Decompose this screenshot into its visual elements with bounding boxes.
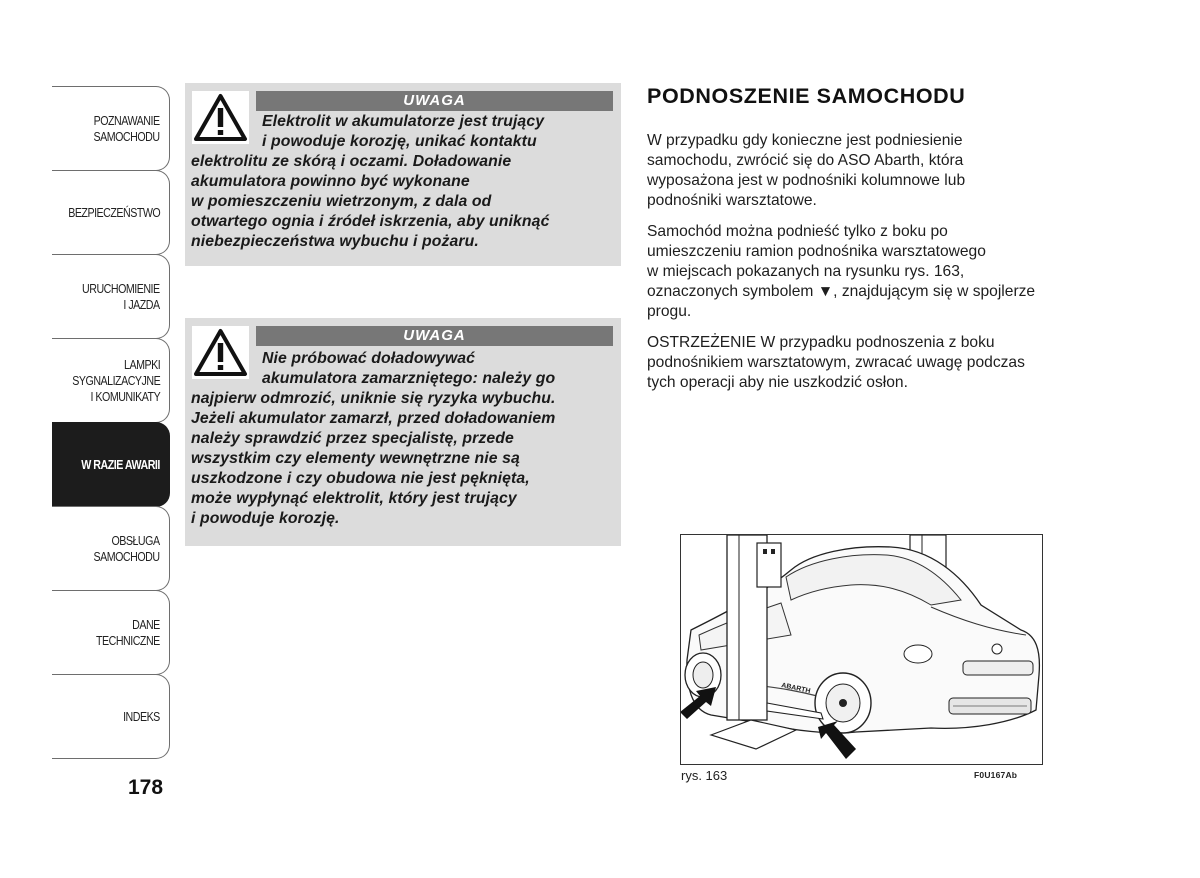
warning-line: może wypłynąć elektrolit, który jest trujący	[191, 490, 517, 507]
page-number: 178	[128, 776, 164, 799]
warning-line: otwartego ognia i źródeł iskrzenia, aby uniknąć	[191, 213, 550, 230]
paragraph-line: tych operacji aby nie uszkodzić osłon.	[647, 374, 908, 391]
tab-lampki-sygnalizacyjne[interactable]	[52, 338, 170, 423]
tab-label: W RAZIE AWARII	[81, 456, 160, 472]
warning-box	[185, 318, 621, 546]
warning-line: niebezpieczeństwa wybuchu i pożaru.	[191, 233, 479, 250]
warning-line: Elektrolit w akumulatorze jest trujący	[262, 113, 545, 130]
warning-line: akumulatora zamarzniętego: należy go	[262, 370, 556, 387]
pointer-arrow-icon	[680, 682, 723, 722]
chapter-tabs	[52, 86, 170, 759]
car-lift-illustration	[680, 534, 1043, 765]
paragraph-line: samochodu, zwrócić się do ASO Abarth, która	[647, 152, 964, 169]
tab-label: INDEKS	[123, 708, 160, 724]
warning-line: i powoduje korozję, unikać kontaktu	[262, 133, 537, 150]
warning-line: należy sprawdzić przez specjalistę, przede	[191, 430, 514, 447]
tab-dane-techniczne[interactable]	[52, 590, 170, 675]
warning-line: uszkodzone i czy obudowa nie jest pęknięta,	[191, 470, 530, 487]
paragraph-line: umieszczeniu ramion podnośnika warsztatowego	[647, 243, 986, 260]
tab-label: DANE TECHNICZNE	[96, 616, 160, 648]
tab-obsluga-samochodu[interactable]	[52, 506, 170, 591]
paragraph-line: Samochód można podnieść tylko z boku po	[647, 223, 948, 240]
warning-line: najpierw odmrozić, uniknie się ryzyka wybuchu.	[191, 390, 556, 407]
paragraph-line: podnośniki warsztatowe.	[647, 192, 817, 209]
warning-line: elektrolitu ze skórą i oczami. Doładowanie	[191, 153, 512, 170]
tab-label: LAMPKI SYGNALIZACYJNE I KOMUNIKATY	[72, 356, 160, 404]
tab-poznawanie-samochodu[interactable]	[52, 86, 170, 171]
body-paragraph	[647, 131, 965, 211]
paragraph-line: oznaczonych symbolem ▼, znajdującym się w spojlerze	[647, 283, 1036, 300]
warning-line: akumulatora powinno być wykonane	[191, 173, 470, 190]
tab-indeks[interactable]	[52, 674, 170, 759]
paragraph-line: progu.	[647, 303, 692, 320]
warning-text	[191, 112, 549, 252]
warning-line: i powoduje korozję.	[191, 510, 340, 527]
abarth-side-text: ABARTH	[780, 682, 811, 696]
tab-label: BEZPIECZEŃSTWO	[67, 204, 160, 220]
warning-line: Jeżeli akumulator zamarzł, przed doładowaniem	[191, 410, 556, 427]
warning-line: Nie próbować doładowywać	[262, 350, 476, 367]
tab-bezpieczenstwo[interactable]	[52, 170, 170, 255]
warning-text	[191, 349, 556, 529]
warning-line: wszystkim czy elementy wewnętrzne nie są	[191, 450, 520, 467]
pointer-arrow-icon	[814, 717, 859, 762]
body-paragraph	[647, 222, 1035, 322]
tab-label: OBSŁUGA SAMOCHODU	[93, 532, 160, 564]
paragraph-line: OSTRZEŻENIE W przypadku podnoszenia z boku	[647, 334, 995, 351]
tab-uruchomienie-i-jazda[interactable]	[52, 254, 170, 339]
figure-code: F0U167Ab	[974, 770, 1018, 780]
warning-title: UWAGA	[256, 91, 613, 111]
paragraph-line: w miejscach pokazanych na rysunku rys. 163,	[647, 263, 965, 280]
paragraph-line: podnośnikiem warsztatowym, zwracać uwagę podczas	[647, 354, 1025, 371]
warning-box	[185, 83, 621, 266]
warning-line: w pomieszczeniu wietrzonym, z dala od	[191, 193, 492, 210]
section-heading: PODNOSZENIE SAMOCHODU	[647, 84, 966, 108]
tab-label: POZNAWANIE SAMOCHODU	[93, 112, 160, 144]
tab-w-razie-awarii[interactable]	[52, 422, 170, 507]
paragraph-line: wyposażona jest w podnośniki kolumnowe lub	[647, 172, 966, 189]
car-lift-drawing	[681, 535, 1043, 765]
body-paragraph	[647, 333, 1025, 393]
tab-label: URUCHOMIENIE I JAZDA	[82, 280, 160, 312]
paragraph-line: W przypadku gdy konieczne jest podniesienie	[647, 132, 963, 149]
figure-caption: rys. 163	[681, 768, 728, 783]
warning-title: UWAGA	[256, 326, 613, 346]
